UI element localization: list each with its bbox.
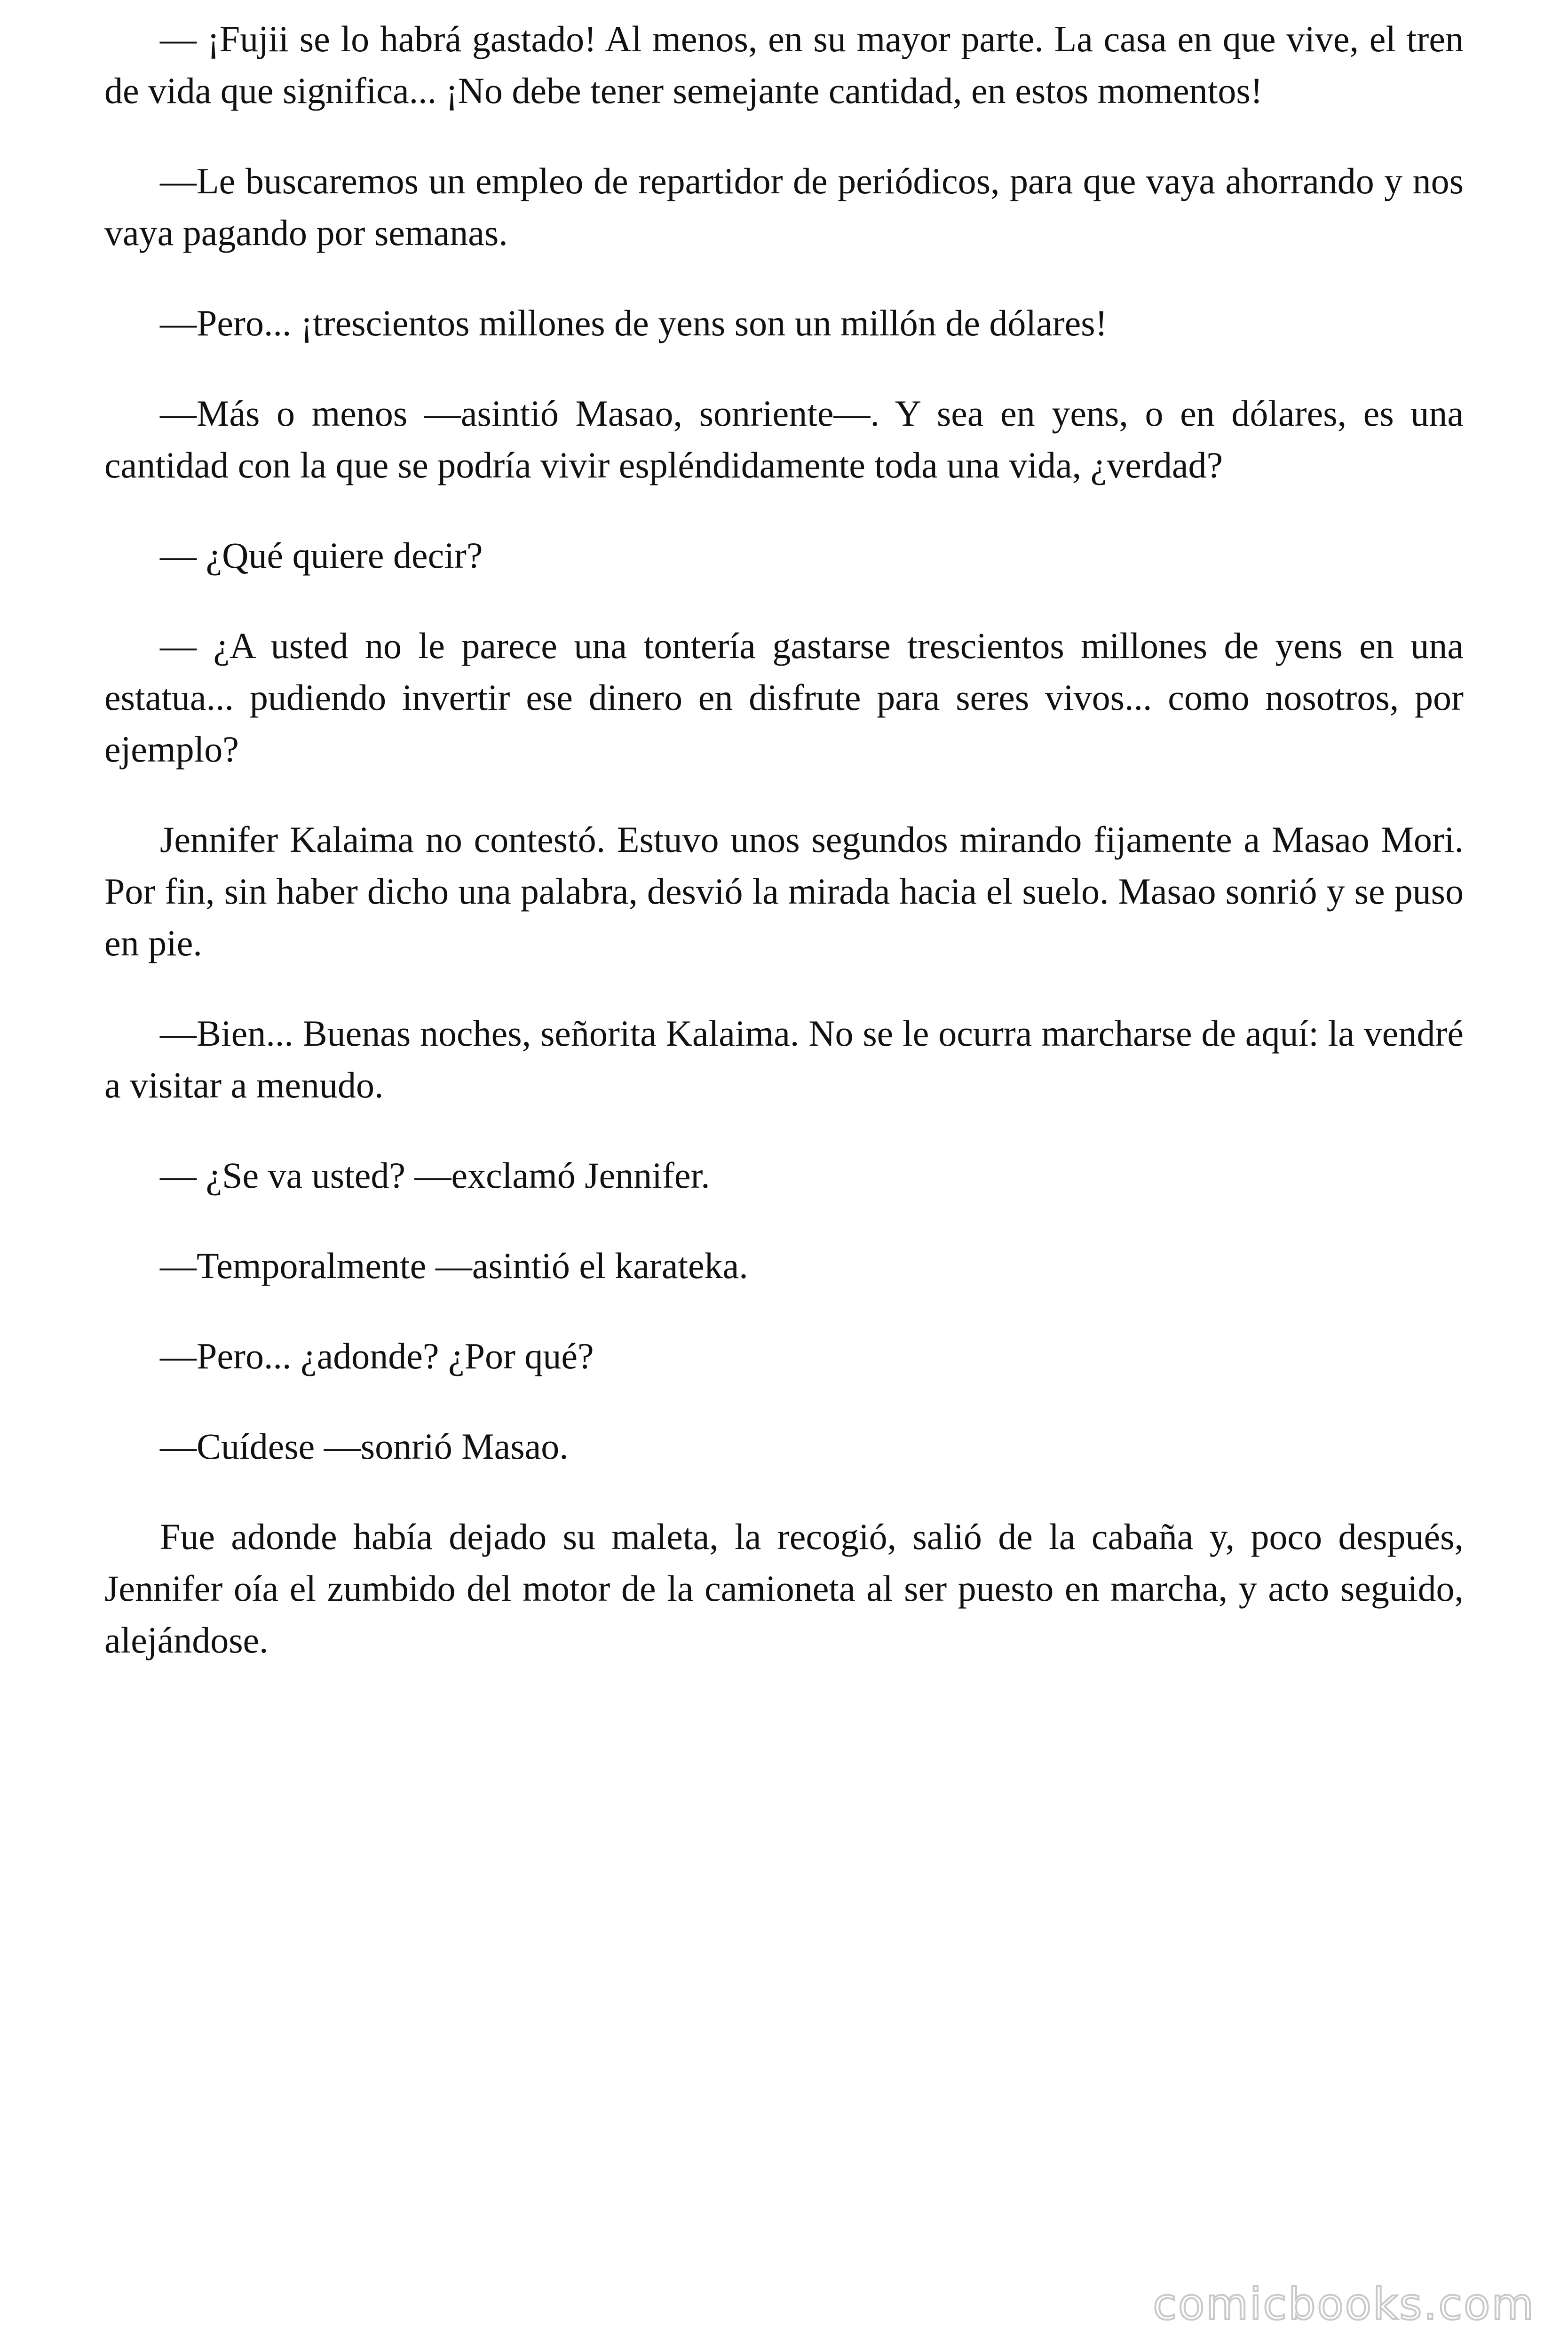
paragraph: —Pero... ¿adonde? ¿Por qué? — [160, 1335, 594, 1376]
paragraph: —Cuídese —sonrió Masao. — [160, 1426, 569, 1467]
paragraph: — ¡Fujii se lo habrá gastado! Al menos, en su mayor parte. La casa en que vive, el tren de vida que significa... ¡No debe tener semejante cantidad, en estos momentos! — [104, 18, 1464, 111]
paragraph: —Temporalmente —asintió el karateka. — [160, 1245, 748, 1286]
paragraph: — ¿Se va usted? —exclamó Jennifer. — [160, 1155, 710, 1196]
paragraph: Jennifer Kalaima no contestó. Estuvo unos segundos mirando fijamente a Masao Mori. Por fin, sin haber dicho una palabra, desvió la mirada hacia el suelo. Masao sonrió y se puso en pie. — [104, 819, 1464, 963]
paragraph: — ¿Qué quiere decir? — [160, 535, 483, 576]
paragraph: —Le buscaremos un empleo de repartidor de periódicos, para que vaya ahorrando y nos vaya pagando por semanas. — [104, 160, 1464, 253]
body-text — [104, 13, 1464, 1705]
paragraph: —Bien... Buenas noches, señorita Kalaima. No se le ocurra marcharse de aquí: la vendré a visitar a menudo. — [104, 1013, 1464, 1105]
paragraph: Fue adonde había dejado su maleta, la recogió, salió de la cabaña y, poco después, Jennifer oía el zumbido del motor de la camioneta al ser puesto en marcha, y acto seguido, alejándose. — [104, 1516, 1464, 1661]
watermark: comicbooks.com — [1153, 2279, 1535, 2329]
paragraph: —Más o menos —asintió Masao, sonriente—. Y sea en yens, o en dólares, es una cantidad con la que se podría vivir espléndidamente toda una vida, ¿verdad? — [104, 393, 1464, 485]
paragraph: — ¿A usted no le parece una tontería gastarse trescientos millones de yens en una estatua... pudiendo invertir ese dinero en disfrute para seres vivos... como nosotros, por ejemplo? — [104, 625, 1464, 770]
paragraph: —Pero... ¡trescientos millones de yens son un millón de dólares! — [160, 302, 1108, 343]
